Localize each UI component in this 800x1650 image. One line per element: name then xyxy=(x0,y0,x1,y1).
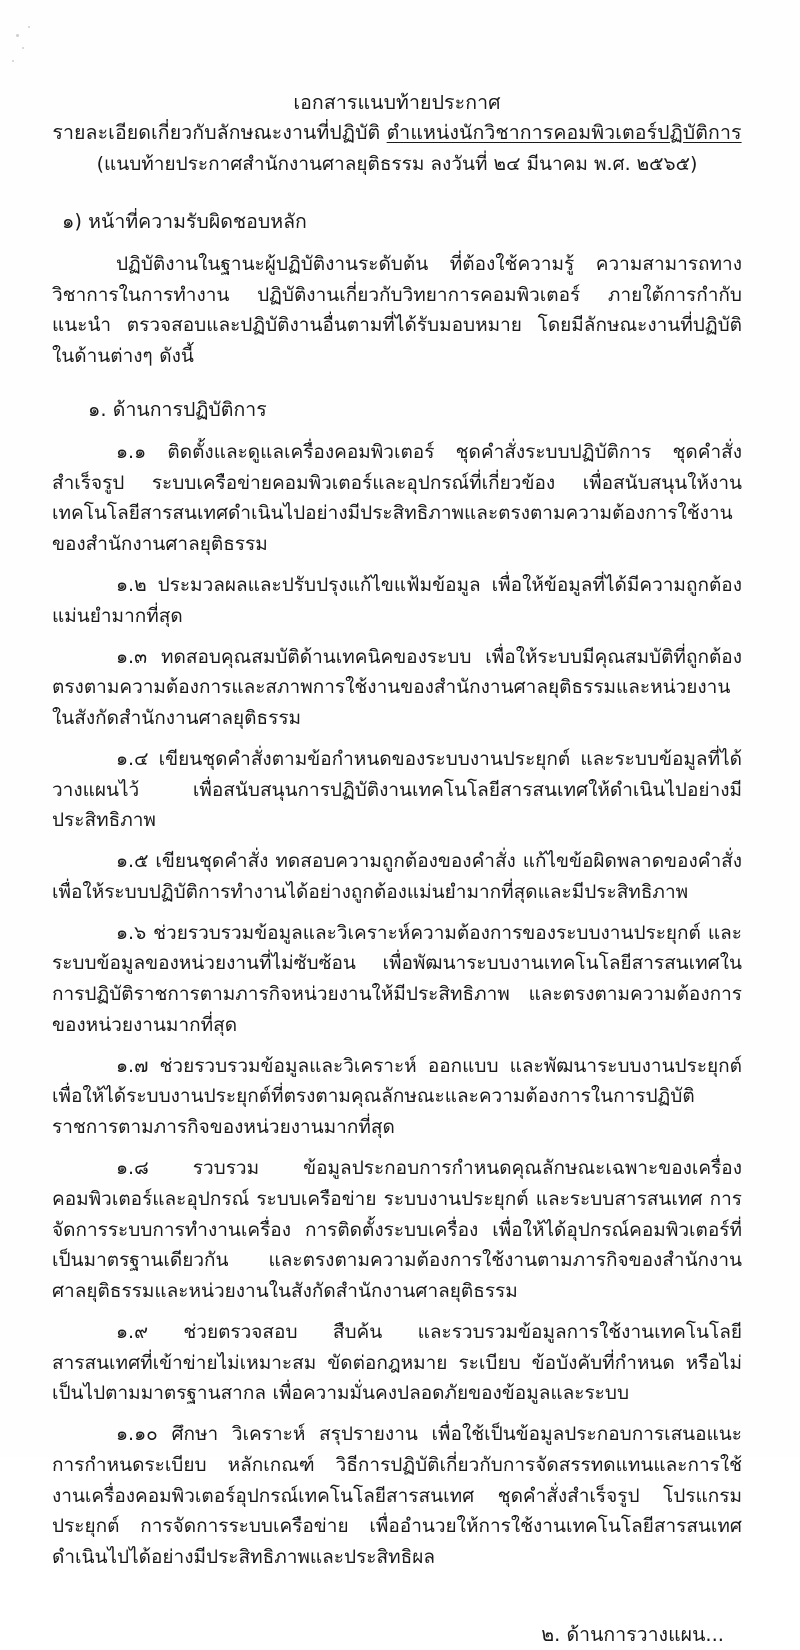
duty-item: ๑.๑๐ ศึกษา วิเคราะห์ สรุปรายงาน เพื่อใช้เป็นข้อมูลประกอบการเสนอแนะการกำหนดระเบียบ หลักเกณฑ์ วิธีการปฏิบัติเกี่ยวกับการจัดสรรทดแทนและการใช้งานเครื่องคอมพิวเตอร์อุปกรณ์เทคโนโลยีสารสนเทศ ชุดคำสั่งสำเร็จรูป โปรแกรมประยุกต์ การจัดการระบบเครือข่าย เพื่ออำนวยให้การใช้งานเทคโนโลยีสารสนเทศดำเนินไปได้อย่างมีประสิทธิภาพและประสิทธิผล xyxy=(52,1423,742,1569)
title-line-3: (แนบท้ายประกาศสำนักงานศาลยุติธรรม ลงวันที่ ๒๔ มีนาคม พ.ศ. ๒๕๖๕) xyxy=(96,153,698,176)
duty-list xyxy=(52,437,742,1573)
scan-speckle xyxy=(12,60,14,62)
document-title-block xyxy=(52,88,742,180)
duty-item: ๑.๖ ช่วยรวบรวมข้อมูลและวิเคราะห์ความต้องการของระบบงานประยุกต์ และระบบข้อมูลของหน่วยงานที่ไม่ซับซ้อน เพื่อพัฒนาระบบงานเทคโนโลยีสารสนเทศในการปฏิบัติราชการตามภารกิจหน่วยงานให้มีประสิทธิภาพ และตรงตามความต้องการของหน่วยงานมากที่สุด xyxy=(52,921,742,1036)
duty-item: ๑.๓ ทดสอบคุณสมบัติด้านเทคนิคของระบบ เพื่อให้ระบบมีคุณสมบัติที่ถูกต้องตรงตามความต้องการและสภาพการใช้งานของสำนักงานศาลยุติธรรมและหน่วยงานในสังกัดสำนักงานศาลยุติธรรม xyxy=(52,645,742,730)
section-intro-wrap xyxy=(52,249,742,372)
title-line-1: เอกสารแนบท้ายประกาศ xyxy=(293,91,501,114)
title-line-2-underlined: ตำแหน่งนักวิชาการคอมพิวเตอร์ปฏิบัติการ xyxy=(386,121,742,145)
title-line-2 xyxy=(52,118,742,148)
duty-item: ๑.๑ ติดตั้งและดูแลเครื่องคอมพิวเตอร์ ชุดคำสั่งระบบปฏิบัติการ ชุดคำสั่งสำเร็จรูป ระบบเครือข่ายคอมพิวเตอร์และอุปกรณ์ที่เกี่ยวข้อง เพื่อสนับสนุนให้งานเทคโนโลยีสารสนเทศดำเนินไปอย่างมีประสิทธิภาพและตรงตามความต้องการใช้งานของสำนักงานศาลยุติธรรม xyxy=(52,440,742,556)
scan-speckle xyxy=(16,34,19,37)
duty-item: ๑.๕ เขียนชุดคำสั่ง ทดสอบความถูกต้องของคำสั่ง แก้ไขข้อผิดพลาดของคำสั่ง เพื่อให้ระบบปฏิบัติการทำงานได้อย่างถูกต้องแม่นยำมากที่สุดและมีประสิทธิภาพ xyxy=(52,850,742,903)
section-heading-responsibilities: ๑) หน้าที่ความรับผิดชอบหลัก xyxy=(62,209,307,233)
duty-item: ๑.๙ ช่วยตรวจสอบ สืบค้น และรวบรวมข้อมูลการใช้งานเทคโนโลยีสารสนเทศที่เข้าข่ายไม่เหมาะสม ขัดต่อกฎหมาย ระเบียบ ข้อบังคับที่กำหนด หรือไม่เป็นไปตามมาตรฐานสากล เพื่อความมั่นคงปลอดภัยของข้อมูลและระบบ xyxy=(52,1320,742,1405)
scan-speckle xyxy=(22,47,24,49)
continuation-note: ๒. ด้านการวางแผน... xyxy=(541,1622,724,1646)
duty-item: ๑.๒ ประมวลผลและปรับปรุงแก้ไขแฟ้มข้อมูล เพื่อให้ข้อมูลที่ได้มีความถูกต้องแม่นยำมากที่สุด xyxy=(52,574,742,627)
subsection-heading-operations: ๑. ด้านการปฏิบัติการ xyxy=(88,397,267,421)
scan-speckle xyxy=(28,26,30,28)
duty-item: ๑.๔ เขียนชุดคำสั่งตามข้อกำหนดของระบบงานประยุกต์ และระบบข้อมูลที่ได้วางแผนไว้ เพื่อสนับสนุนการปฏิบัติงานเทคโนโลยีสารสนเทศให้ดำเนินไปอย่างมีประสิทธิภาพ xyxy=(52,747,742,832)
section-intro-paragraph: ปฏิบัติงานในฐานะผู้ปฏิบัติงานระดับต้น ที่ต้องใช้ความรู้ ความสามารถทางวิชาการในการทำงาน ปฏิบัติงานเกี่ยวกับวิทยาการคอมพิวเตอร์ ภายใต้การกำกับ แนะนำ ตรวจสอบและปฏิบัติงานอื่นตามที่ได้รับมอบหมาย โดยมีลักษณะงานที่ปฏิบัติในด้านต่างๆ ดังนี้ xyxy=(52,252,742,368)
title-line-2-plain: รายละเอียดเกี่ยวกับลักษณะงานที่ปฏิบัติ xyxy=(52,121,387,145)
duty-item: ๑.๗ ช่วยรวบรวมข้อมูลและวิเคราะห์ ออกแบบ และพัฒนาระบบงานประยุกต์ เพื่อให้ได้ระบบงานประยุกต์ที่ตรงตามคุณลักษณะและความต้องการในการปฏิบัติราชการตามภารกิจของหน่วยงานมากที่สุด xyxy=(52,1054,742,1139)
duty-item: ๑.๘ รวบรวม ข้อมูลประกอบการกำหนดคุณลักษณะเฉพาะของเครื่องคอมพิวเตอร์และอุปกรณ์ ระบบเครือข่าย ระบบงานประยุกต์ และระบบสารสนเทศ การจัดการระบบการทำงานเครื่อง การติดตั้งระบบเครื่อง เพื่อให้ได้อุปกรณ์คอมพิวเตอร์ที่เป็นมาตรฐานเดียวกัน และตรงตามความต้องการใช้งานตามภารกิจของสำนักงานศาลยุติธรรมและหน่วยงานในสังกัดสำนักงานศาลยุติธรรม xyxy=(52,1157,742,1303)
